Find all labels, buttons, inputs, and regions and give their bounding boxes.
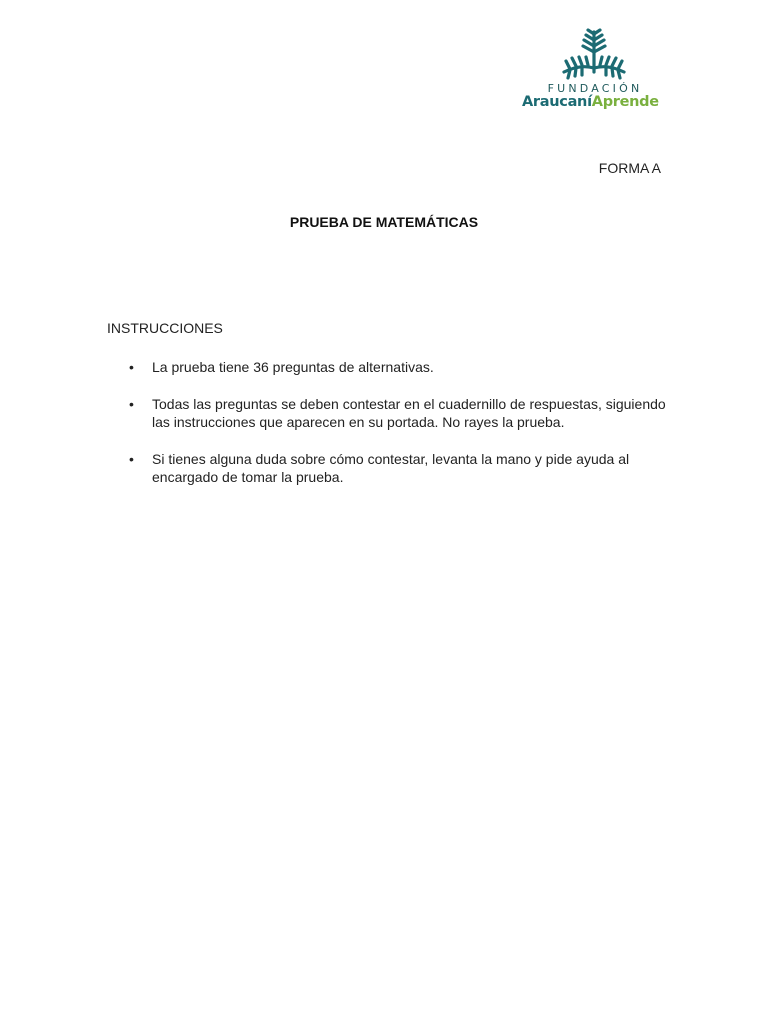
bullet-icon: • — [129, 451, 134, 467]
list-item — [107, 450, 667, 486]
instruction-text: La prueba tiene 36 preguntas de alternativas. — [152, 359, 434, 375]
logo-name-part1: Araucaní — [522, 94, 592, 110]
instruction-text: Si tienes alguna duda sobre cómo contestar, levanta la mano y pide ayuda al encargado de tomar la prueba. — [152, 451, 630, 485]
logo-fundacion-text: FUNDACIÓN — [547, 82, 643, 95]
list-item — [107, 395, 667, 431]
page-title: PRUEBA DE MATEMÁTICAS — [289, 214, 479, 230]
list-item — [107, 358, 667, 376]
fundacion-araucaniaprende-logo — [520, 28, 666, 112]
instructions-list — [107, 358, 667, 505]
instruction-text: Todas las preguntas se deben contestar en el cuadernillo de respuestas, siguiendo las instrucciones que aparecen en su portada. No rayes la prueba. — [152, 396, 666, 430]
bullet-icon: • — [129, 396, 134, 412]
form-label: FORMA A — [598, 160, 661, 176]
bullet-icon: • — [129, 359, 134, 375]
instructions-heading: INSTRUCCIONES — [107, 320, 223, 336]
logo-name — [522, 93, 659, 111]
pine-branch-icon — [558, 28, 630, 82]
logo-name-part2: Aprende — [591, 94, 659, 110]
